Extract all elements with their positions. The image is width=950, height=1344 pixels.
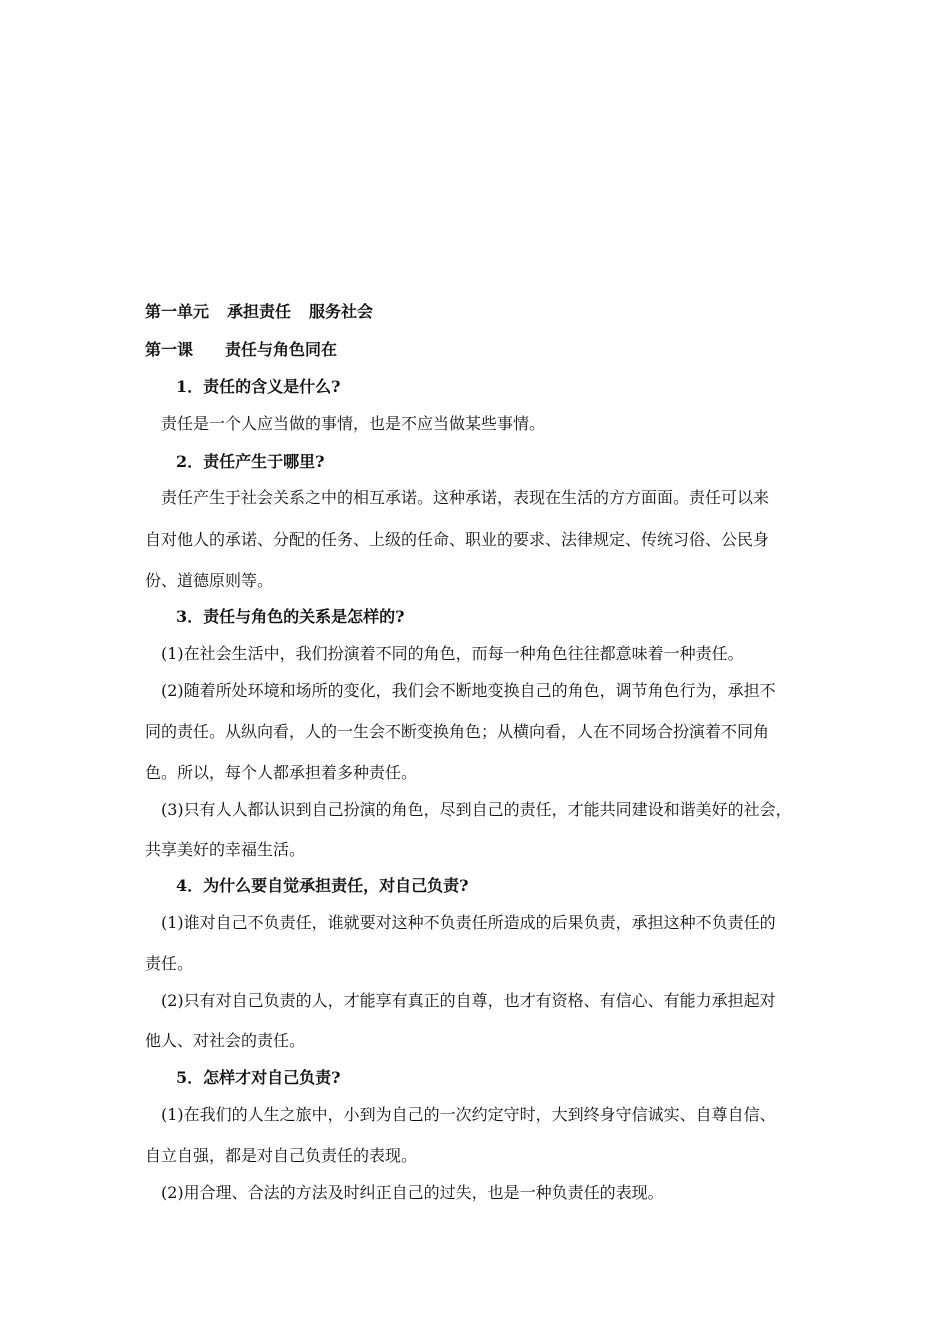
unit-number: 第一单元	[145, 302, 210, 321]
paragraph-line: 同的责任。从纵向看，人的一生会不断变换角色；从横向看，人在不同场合扮演着不同角	[145, 722, 770, 741]
paragraph-line: (1)谁对自己不负责任，谁就要对这种不负责任所造成的后果负责，承担这种不负责任的	[161, 913, 776, 932]
paragraph-line: (2)只有对自己负责的人，才能享有真正的自尊，也才有资格、有信心、有能力承担起对	[161, 991, 776, 1010]
lesson-title	[145, 339, 337, 361]
paragraph-line: 自立自强，都是对自己负责任的表现。	[145, 1146, 418, 1165]
section-heading: 3．责任与角色的关系是怎样的?	[176, 607, 405, 626]
paragraph-line: (1)在社会生活中，我们扮演着不同的角色，而每一种角色往往都意味着一种责任。	[161, 644, 744, 663]
section-heading: 4．为什么要自觉承担责任，对自己负责?	[176, 876, 469, 895]
paragraph-line: (2)用合理、合法的方法及时纠正自己的过失，也是一种负责任的表现。	[161, 1183, 664, 1202]
paragraph-line: 色。所以，每个人都承担着多种责任。	[145, 763, 418, 782]
paragraph-line: (2)随着所处环境和场所的变化，我们会不断地变换自己的角色，调节角色行为，承担不	[161, 681, 776, 700]
unit-theme-1: 承担责任	[227, 302, 292, 321]
lesson-number: 第一课	[145, 340, 194, 359]
paragraph-line: 责任产生于社会关系之中的相互承诺。这种承诺，表现在生活的方方面面。责任可以来	[161, 488, 770, 507]
unit-theme-2: 服务社会	[309, 302, 374, 321]
section-heading: 5．怎样才对自己负责?	[176, 1068, 341, 1087]
paragraph-line: 自对他人的承诺、分配的任务、上级的任命、职业的要求、法律规定、传统习俗、公民身	[145, 530, 770, 549]
paragraph-line: (3)只有人人都认识到自己扮演的角色，尽到自己的责任，才能共同建设和谐美好的社会，	[161, 800, 792, 819]
section-heading: 2．责任产生于哪里?	[176, 452, 325, 471]
paragraph-line: 他人、对社会的责任。	[145, 1031, 306, 1050]
section-heading: 1．责任的含义是什么?	[176, 377, 341, 396]
lesson-name: 责任与角色同在	[225, 340, 338, 359]
paragraph-line: (1)在我们的人生之旅中，小到为自己的一次约定守时，大到终身守信诚实、自尊自信、	[161, 1105, 776, 1124]
unit-title	[145, 301, 373, 323]
paragraph-line: 责任是一个人应当做的事情，也是不应当做某些事情。	[161, 414, 546, 433]
paragraph-line: 份、道德原则等。	[145, 571, 274, 590]
paragraph-line: 共享美好的幸福生活。	[145, 840, 306, 859]
paragraph-line: 责任。	[145, 954, 194, 973]
